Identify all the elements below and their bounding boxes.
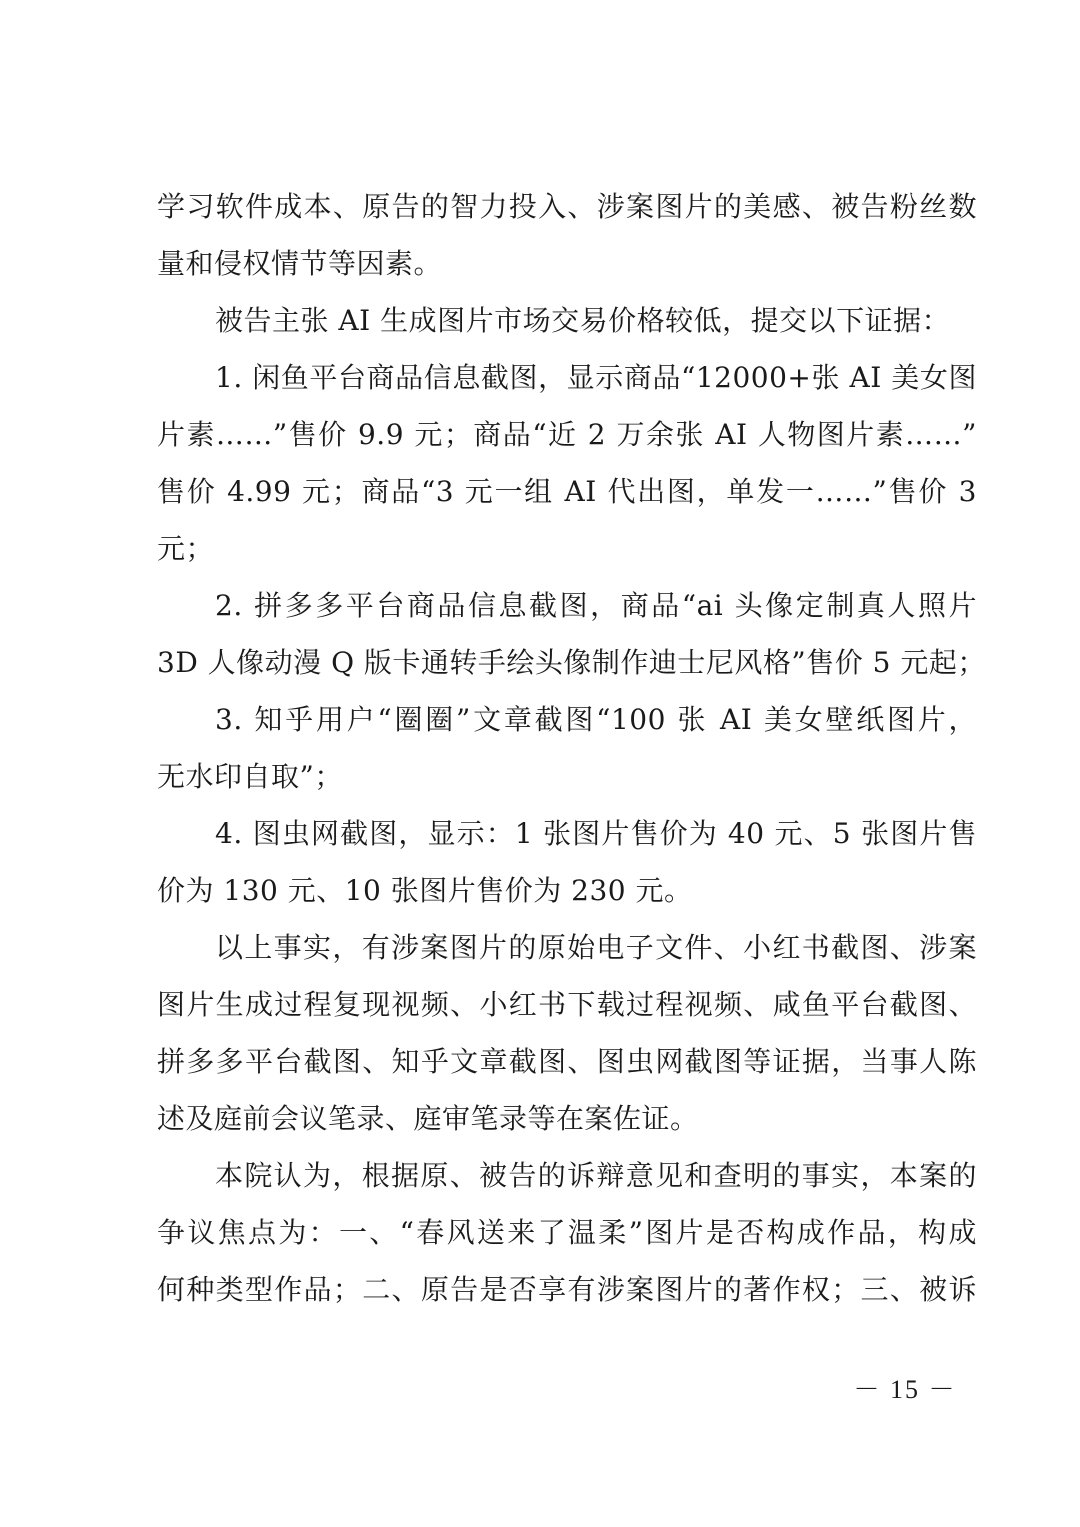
text-line: 拼多多平台截图、知乎文章截图、图虫网截图等证据，当事人陈 [157, 1045, 977, 1078]
list-item-2-line: 3D 人像动漫 Q 版卡通转手绘头像制作迪士尼风格”售价 5 元起； [157, 646, 986, 679]
text-line: 学习软件成本、原告的智力投入、涉案图片的美感、被告粉丝数 [157, 190, 977, 223]
document-body [157, 178, 986, 1318]
text-line: 争议焦点为：一、“春风送来了温柔”图片是否构成作品，构成 [157, 1216, 977, 1249]
list-item-1-line: 售价 4.99 元；商品“3 元一组 AI 代出图，单发一……”售价 3 [157, 475, 977, 508]
paragraph-first-line: 本院认为，根据原、被告的诉辩意见和查明的事实，本案的 [215, 1159, 977, 1192]
list-item-1-line: 1. 闲鱼平台商品信息截图，显示商品“12000+张 AI 美女图 [215, 361, 977, 394]
page-number: － 15 － [853, 1375, 957, 1404]
text-line: 何种类型作品；二、原告是否享有涉案图片的著作权；三、被诉 [157, 1273, 977, 1306]
text-line: 图片生成过程复现视频、小红书下载过程视频、咸鱼平台截图、 [157, 988, 977, 1021]
list-item-3-line: 无水印自取”； [157, 760, 343, 793]
text-line: 量和侵权情节等因素。 [157, 247, 443, 280]
paragraph-first-line: 被告主张 AI 生成图片市场交易价格较低，提交以下证据： [215, 304, 951, 337]
list-item-2-line: 2. 拼多多平台商品信息截图，商品“ai 头像定制真人照片 [215, 589, 977, 622]
text-line: 述及庭前会议笔录、庭审笔录等在案佐证。 [157, 1102, 699, 1135]
list-item-1-line: 元； [157, 532, 215, 565]
list-item-4-line: 4. 图虫网截图，显示：1 张图片售价为 40 元、5 张图片售 [215, 817, 977, 850]
list-item-4-line: 价为 130 元、10 张图片售价为 230 元。 [157, 874, 693, 907]
paragraph-first-line: 以上事实，有涉案图片的原始电子文件、小红书截图、涉案 [215, 931, 977, 964]
list-item-3-line: 3. 知乎用户“圈圈”文章截图“100 张 AI 美女壁纸图片， [215, 703, 977, 736]
list-item-1-line: 片素……”售价 9.9 元；商品“近 2 万余张 AI 人物图片素……” [157, 418, 977, 451]
